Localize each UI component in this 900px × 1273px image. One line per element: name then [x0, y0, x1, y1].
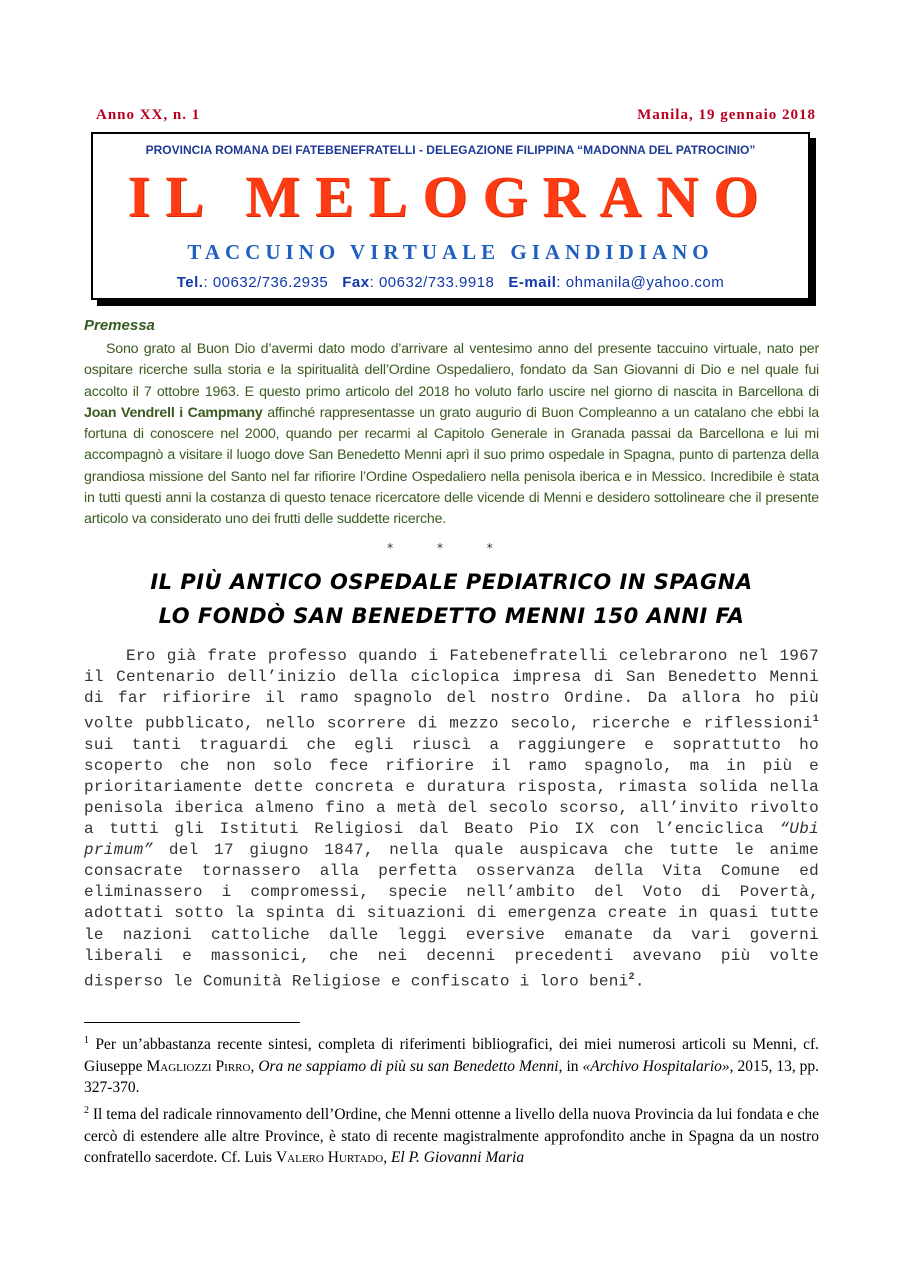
tel-value: : 00632/736.2935	[203, 274, 329, 291]
footnote-text: , 2015, 13, pp. 327-370.	[84, 1057, 820, 1097]
article-headline-2: LO FONDÒ SAN BENEDETTO MENNI 150 ANNI FA	[158, 604, 745, 628]
fax-value: : 00632/733.9918	[369, 274, 495, 291]
footnote-journal: «Archivo Hospitalario»	[582, 1057, 730, 1075]
footnote-title: El P. Giovanni Maria	[390, 1149, 525, 1167]
email-label: E-mail	[508, 274, 557, 291]
footnote-divider	[84, 1022, 300, 1023]
footnote-text: Il tema del radicale rinnovamento dell’Ordine, che Menni ottenne a livello della nuova Provincia da lui fondata e che cercò di estendere alle altre Province, è stato di recente magistralmente approfondito anche in Spagna da un nostro confratello sacerdote. Cf. Luis	[84, 1106, 819, 1167]
footnote-number: 2	[84, 1105, 89, 1116]
article-text-end: .	[634, 972, 645, 991]
footnote-text: Per un’abbastanza recente sintesi, completa di riferimenti bibliografici, dei miei numerosi articoli su Menni, cf. Giuseppe	[84, 1036, 819, 1075]
article-body	[84, 646, 819, 992]
footnote-1	[84, 1030, 819, 1099]
article-text-1: Ero già frate professo quando i Fatebenefratelli celebrarono nel 1967 il Centenario dell’inizio della ciclopica impresa di San Benedetto Menni di far rifiorire il ramo spagnolo del nostro Ordine. Da allora ho più volte pubblicato, nello scorrere di mezzo secolo, ricerche e riflessioni	[84, 647, 819, 733]
masthead	[91, 132, 810, 300]
encyclical-title: “Ubi primum”	[84, 820, 819, 860]
contact-line	[93, 274, 808, 291]
issue-line	[96, 107, 816, 129]
issue-place-date: Manila, 19 gennaio 2018	[637, 107, 816, 123]
footnote-number: 1	[84, 1035, 89, 1046]
premessa-heading: Premessa	[84, 317, 155, 334]
premessa-text-1: Sono grato al Buon Dio d’avermi dato modo d’arrivare al ventesimo anno del presente taccuino virtuale, nato per ospitare ricerche sulla storia e la spiritualità dell’Ordine Ospedaliero, fondato da San Giovanni di Dio e nel quale fui accolto il 7 ottobre 1963. E questo primo articolo del 2018 ho voluto farlo uscire nel giorno di nascita in Barcellona di	[84, 341, 819, 400]
footnote-text: , in	[558, 1057, 583, 1075]
province-line: PROVINCIA ROMANA DEI FATEBENEFRATELLI - DELEGAZIONE FILIPPINA “MADONNA DEL PATROCINIO”	[145, 143, 756, 157]
premessa-paragraph	[84, 339, 819, 531]
footnote-title: Ora ne sappiamo di più su san Benedetto Menni	[258, 1057, 559, 1075]
footnote-author: Valero Hurtado	[275, 1149, 384, 1167]
section-separator: * * *	[387, 541, 513, 555]
premessa-text-2: affinché rappresentasse un grato augurio di Buon Compleanno a un catalano che ebbi la fortuna di conoscere nel 2000, quando per recarmi al Capitolo Generale in Granada passai da Barcellona e lui mi accompagnò a visitare il luogo dove San Benedetto Menni aprì il suo primo ospedale in Spagna, punto di partenza della grandiosa missione del Santo nel far rifiorire l’Ordine Ospedaliero nella penisola iberica e in Messico. Incredibile è stata in tutti questi anni la costanza di questo tenace ricercatore delle vicende di Menni e desidero sottolineare che il presente articolo va considerato uno dei frutti delle suddette ricerche.	[84, 404, 819, 528]
email-value[interactable]: : ohmanila@yahoo.com	[556, 274, 725, 291]
footnote-ref-2[interactable]: 2	[628, 971, 635, 983]
article-text-3: del 17 giugno 1847, nella quale auspicava che tutte le anime consacrate tornassero alla perfetta osservanza della Vita Comune ed eliminassero i compromessi, specie nell’ambito del Voto di Povertà, adottati sotto la spinta di situazioni di emergenza create in quasi tutte le nazioni cattoliche dalle leggi eversive emanate da vari governi liberali e massonici, che nei decenni precedenti avevano più volte disperso le Comunità Religiose e confiscato i loro beni	[84, 841, 819, 991]
tel-label: Tel.	[176, 274, 204, 291]
premessa-bold-name: Joan Vendrell i Campmany	[84, 404, 263, 421]
footnote-text: ,	[383, 1149, 391, 1167]
article-text-2: sui tanti traguardi che egli riuscì a raggiungere e soprattutto ho scoperto che non solo fece rifiorire il ramo spagnolo, ma in più e prioritariamente dette concreta e duratura risposta, rimasta solida nella penisola iberica almeno fino a metà del secolo scorso, all’invito rivolto a tutti gli Istituti Religiosi dal Beato Pio IX con l’enciclica	[84, 735, 819, 839]
article-headline-1: IL PIÙ ANTICO OSPEDALE PEDIATRICO IN SPAGNA	[150, 570, 753, 594]
footnote-2	[84, 1100, 819, 1169]
newsletter-subtitle: TACCUINO VIRTUALE GIANDIDIANO	[187, 240, 714, 264]
footnote-text: ,	[250, 1057, 259, 1075]
footnote-author: Magliozzi Pirro	[146, 1057, 251, 1075]
fax-label: Fax	[342, 274, 370, 291]
issue-number: Anno XX, n. 1	[96, 107, 201, 123]
newsletter-title: IL MELOGRANO	[127, 164, 774, 229]
footnote-ref-1[interactable]: 1	[812, 714, 819, 726]
